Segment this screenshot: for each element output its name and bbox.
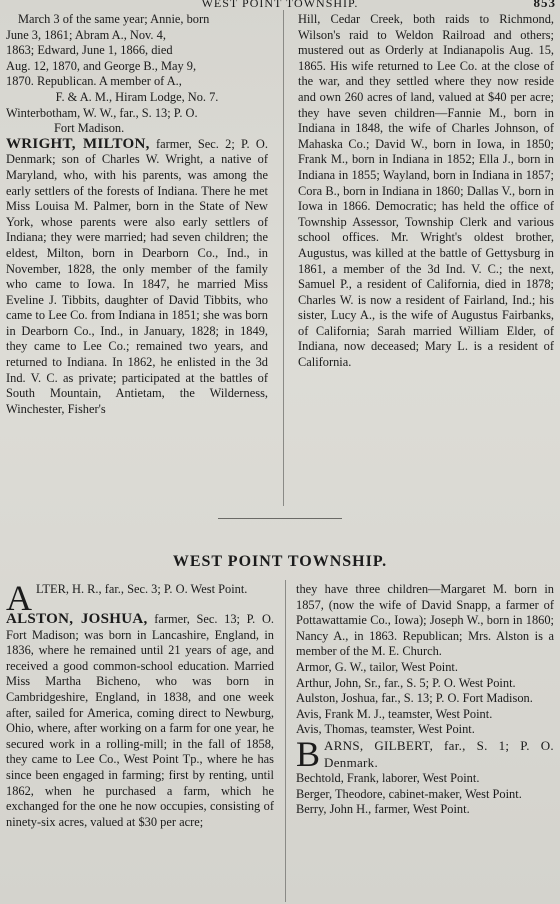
alston-entry: [6, 612, 274, 830]
section-title: WEST POINT TOWNSHIP.: [172, 553, 388, 570]
top-left-column: [6, 12, 268, 417]
list-item: Aulston, Joshua, far., S. 13; P. O. Fort Madison.: [296, 691, 533, 706]
winterbotham-entry: [6, 106, 268, 137]
tl-cont-1: June 3, 1861; Abram A., Nov. 4,: [6, 27, 166, 42]
barns-entry: [296, 733, 554, 774]
barns-text: ARNS, GILBERT, far., S. 1; P. O. Denmark.: [324, 737, 554, 770]
section-divider: [218, 518, 342, 519]
column-rule-top: [283, 10, 284, 506]
list-item: Berry, John H., farmer, West Point.: [296, 802, 470, 817]
alston-continuation: they have three children—Margaret M. born in 1857, (now the wife of David Snapp, a farmer of Pottawattamie Co., Iowa); Joseph W., born in 1860; Nancy A., in 1863. Republican; Mrs. Alston is a member of the M. E. Church.: [296, 582, 554, 659]
list-item: Berger, Theodore, cabinet-maker, West Point.: [296, 786, 522, 801]
list-item: Bechtold, Frank, laborer, West Point.: [296, 771, 480, 786]
tl-cont-5: F. & A. M., Hiram Lodge, No. 7.: [55, 89, 219, 104]
wright-text: farmer, Sec. 2; P. O. Denmark; son of Charles W. Wright, a native of Maryland, who, with his parents, was among the early settlers of the forests of Indiana. There he met Miss Louisa M. Palmer, born in the State of New York, whose parents were also early settlers of Indiana; they were married; had seven children; the eldest, Milton, born in Dearborn Co., Ind., in November, 1828, the only member of the family who came to Iowa. In 1847, he married Miss Eveline J. Tibbits, daughter of David Tibbits, who came to Lee Co. from Indiana in 1851; she was born in Dearborn Co., Ind., in January, 1828; in 1849, they came to Lee Co.; remained two years, and returned to Indiana. In 1862, he enlisted in the 3d Ind. V. C. as private; participated at the battles of South Mountain, Antietam, the Wilderness, Winchester, Fisher's: [6, 136, 268, 416]
tl-cont-3: Aug. 12, 1870, and George B., May 9,: [6, 58, 197, 73]
alter-drop-cap: A: [6, 578, 32, 618]
wright-name: WRIGHT, MILTON,: [6, 135, 150, 152]
winterbotham-line1: Winterbotham, W. W., far., S. 13; P. O.: [6, 105, 198, 120]
page-number: 853: [533, 0, 556, 10]
wright-entry: [6, 137, 268, 418]
wright-continuation: Hill, Cedar Creek, both raids to Richmond, Wilson's raid to Weldon Railroad and others; mustered out as Orderly at Indianapolis Aug. 15, 1865. His wife returned to Lee Co. at the close of the war, and they settled where they now reside and own 260 acres of land, valued at $40 per acre; they have seven children—Fannie M., born in Indiana in 1848, the wife of Charles Johnson, of Mahaska Co.; David W., born in Iowa, in 1850; Frank M., born in Indiana in 1852; Ella J., born in Indiana in 1855; Wayland, born in Indiana in 1857; Cora B., born in Indiana in 1860; Dallas V., born in Iowa in 1866. Democratic; has held the office of Township Assessor, Township Clerk and various school offices. Mr. Wright's oldest brother, Augustus, was killed at the battle of Gettysburg in 1861, a member of the 3d Ind. V. C.; the next, Samuel P., a resident of California, died in 1878; Charles W. is now a resident of Fairland, Ind.; his sister, Lucy A., is the wife of Augustus Fairbanks, of California; Sarah married William Elder, of Indiana, now deceased; Mary L. is a resident of California.: [298, 12, 554, 370]
bottom-right-column: [296, 582, 554, 818]
running-title: WEST POINT TOWNSHIP.: [201, 0, 359, 10]
tl-cont-2: 1863; Edward, June 1, 1866, died: [6, 43, 173, 58]
list-item: Armor, G. W., tailor, West Point.: [296, 659, 458, 674]
barns-drop-cap: B: [296, 733, 321, 774]
top-right-column: [298, 12, 554, 371]
winterbotham-line2: Fort Madison.: [54, 121, 125, 136]
list-item: Avis, Thomas, teamster, West Point.: [296, 722, 475, 737]
alston-name: ALSTON, JOSHUA,: [6, 611, 148, 627]
list-item: Arthur, John, Sr., far., S. 5; P. O. West Point.: [296, 675, 516, 690]
bottom-left-column: [6, 578, 274, 830]
alter-entry: [6, 578, 274, 618]
tl-cont-4: 1870. Republican. A member of A.,: [6, 74, 182, 89]
alter-text: LTER, H. R., far., Sec. 3; P. O. West Point.: [36, 582, 248, 596]
list-item: Avis, Frank M. J., teamster, West Point.: [296, 706, 493, 721]
alston-text: farmer, Sec. 13; P. O. Fort Madison; was born in Lancashire, England, in 1836, where he remained until 21 years of age, and received a good common-school education. Married Miss Martha Bicheno, who was born in Cambridgeshire, England, in 1838, and one week after, sailed for America, coming direct to Newburg, Ohio, where, after working on a farm for one year, he secured work in a rolling-mill; in the fall of 1858, they came to Lee Co., West Point Tp., where he has since been engaged in farming; first by renting, until 1862, when he purchased a farm, which he exchanged for the one he now occupies, consisting of ninety-six acres, valued at $30 per acre;: [6, 612, 274, 829]
column-rule-bottom: [285, 580, 286, 902]
tl-cont-0: March 3 of the same year; Annie, born: [18, 12, 210, 26]
